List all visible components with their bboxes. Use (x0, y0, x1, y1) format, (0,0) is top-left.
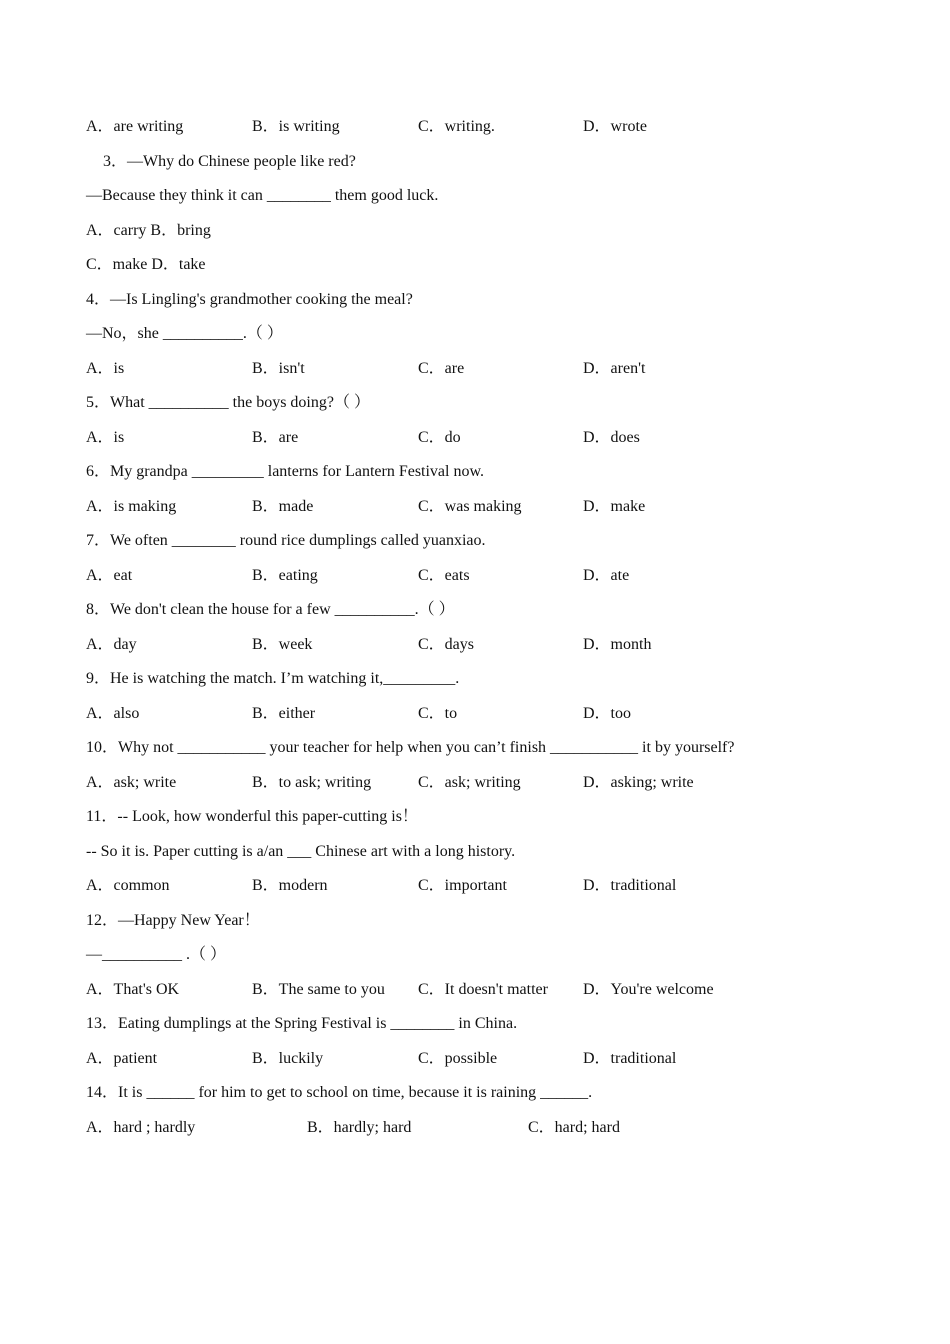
answer-options-row (86, 979, 886, 1001)
answer-option: B．to ask; writing (252, 774, 372, 791)
answer-option: D．aren't (583, 360, 646, 377)
question-line: 11．-- Look, how wonderful this paper-cutting is！ (86, 808, 418, 825)
answer-option: A．day (86, 636, 137, 653)
answer-options-row (86, 565, 886, 587)
answer-option: C．possible (418, 1050, 498, 1067)
answer-option: A．are writing (86, 118, 184, 135)
answer-option: B．hardly; hard (307, 1119, 412, 1136)
answer-option: B．are (252, 429, 299, 446)
answer-option: B．modern (252, 877, 328, 894)
answer-option: D．traditional (583, 1050, 677, 1067)
answer-option: D．asking; write (583, 774, 694, 791)
answer-option: C．eats (418, 567, 470, 584)
question-line: —No，she __________.（ ） (86, 325, 283, 342)
answer-options-row (86, 1048, 886, 1070)
question-line: -- So it is. Paper cutting is a/an ___ Chinese art with a long history. (86, 843, 516, 860)
answer-option: A．patient (86, 1050, 158, 1067)
answer-option: A．eat (86, 567, 133, 584)
question-line: 5．What __________ the boys doing?（ ） (86, 394, 370, 411)
question-line: 3．—Why do Chinese people like red? (103, 153, 356, 170)
answer-option: D．wrote (583, 118, 647, 135)
question-line: 13．Eating dumplings at the Spring Festival is ________ in China. (86, 1015, 518, 1032)
question-line: 7．We often ________ round rice dumplings called yuanxiao. (86, 532, 486, 549)
answer-option: A．That's OK (86, 981, 180, 998)
answer-options-row (86, 875, 886, 897)
answer-options-row (86, 1117, 886, 1139)
answer-options-row (86, 634, 886, 656)
answer-option: C．was making (418, 498, 522, 515)
question-line: 14．It is ______ for him to get to school on time, because it is raining ______. (86, 1084, 593, 1101)
answer-option: A．also (86, 705, 140, 722)
answer-option: B．isn't (252, 360, 305, 377)
answer-option: A．is (86, 360, 125, 377)
answer-option: C．writing. (418, 118, 495, 135)
answer-options-row (86, 358, 886, 380)
answer-option: B．The same to you (252, 981, 385, 998)
question-line: 8．We don't clean the house for a few __________.（ ） (86, 601, 455, 618)
question-line: 9．He is watching the match. I’m watching it,_________. (86, 670, 460, 687)
answer-option: D．You're welcome (583, 981, 714, 998)
answer-option: C．do (418, 429, 461, 446)
question-line: —Because they think it can ________ them good luck. (86, 187, 439, 204)
answer-option: A．hard ; hardly (86, 1119, 196, 1136)
answer-option: D．does (583, 429, 640, 446)
answer-options-row (86, 116, 886, 138)
question-line: 12．—Happy New Year！ (86, 912, 260, 929)
answer-option: B．is writing (252, 118, 340, 135)
question-line: A．carry B．bring (86, 222, 211, 239)
answer-option: A．common (86, 877, 170, 894)
question-line: —__________ .（ ） (86, 946, 227, 963)
answer-option: B．made (252, 498, 314, 515)
answer-option: C．important (418, 877, 507, 894)
answer-option: B．eating (252, 567, 318, 584)
question-line: 10．Why not ___________ your teacher for help when you can’t finish ___________ it by yourself? (86, 739, 735, 756)
answer-option: C．ask; writing (418, 774, 521, 791)
answer-option: B．week (252, 636, 313, 653)
answer-option: D．ate (583, 567, 630, 584)
answer-options-row (86, 703, 886, 725)
answer-options-row (86, 427, 886, 449)
answer-option: C．It doesn't matter (418, 981, 548, 998)
answer-option: B．luckily (252, 1050, 324, 1067)
answer-options-row (86, 772, 886, 794)
answer-option: C．to (418, 705, 458, 722)
answer-option: C．hard; hard (528, 1119, 620, 1136)
question-line: 6．My grandpa _________ lanterns for Lantern Festival now. (86, 463, 484, 480)
answer-option: D．traditional (583, 877, 677, 894)
answer-option: A．is (86, 429, 125, 446)
answer-option: D．month (583, 636, 652, 653)
answer-option: A．is making (86, 498, 177, 515)
answer-option: C．days (418, 636, 475, 653)
answer-option: A．ask; write (86, 774, 177, 791)
answer-option: C．are (418, 360, 465, 377)
answer-option: D．too (583, 705, 632, 722)
answer-options-row (86, 496, 886, 518)
answer-option: D．make (583, 498, 646, 515)
question-line: C．make D．take (86, 256, 206, 273)
question-line: 4．—Is Lingling's grandmother cooking the meal? (86, 291, 413, 308)
answer-option: B．either (252, 705, 316, 722)
